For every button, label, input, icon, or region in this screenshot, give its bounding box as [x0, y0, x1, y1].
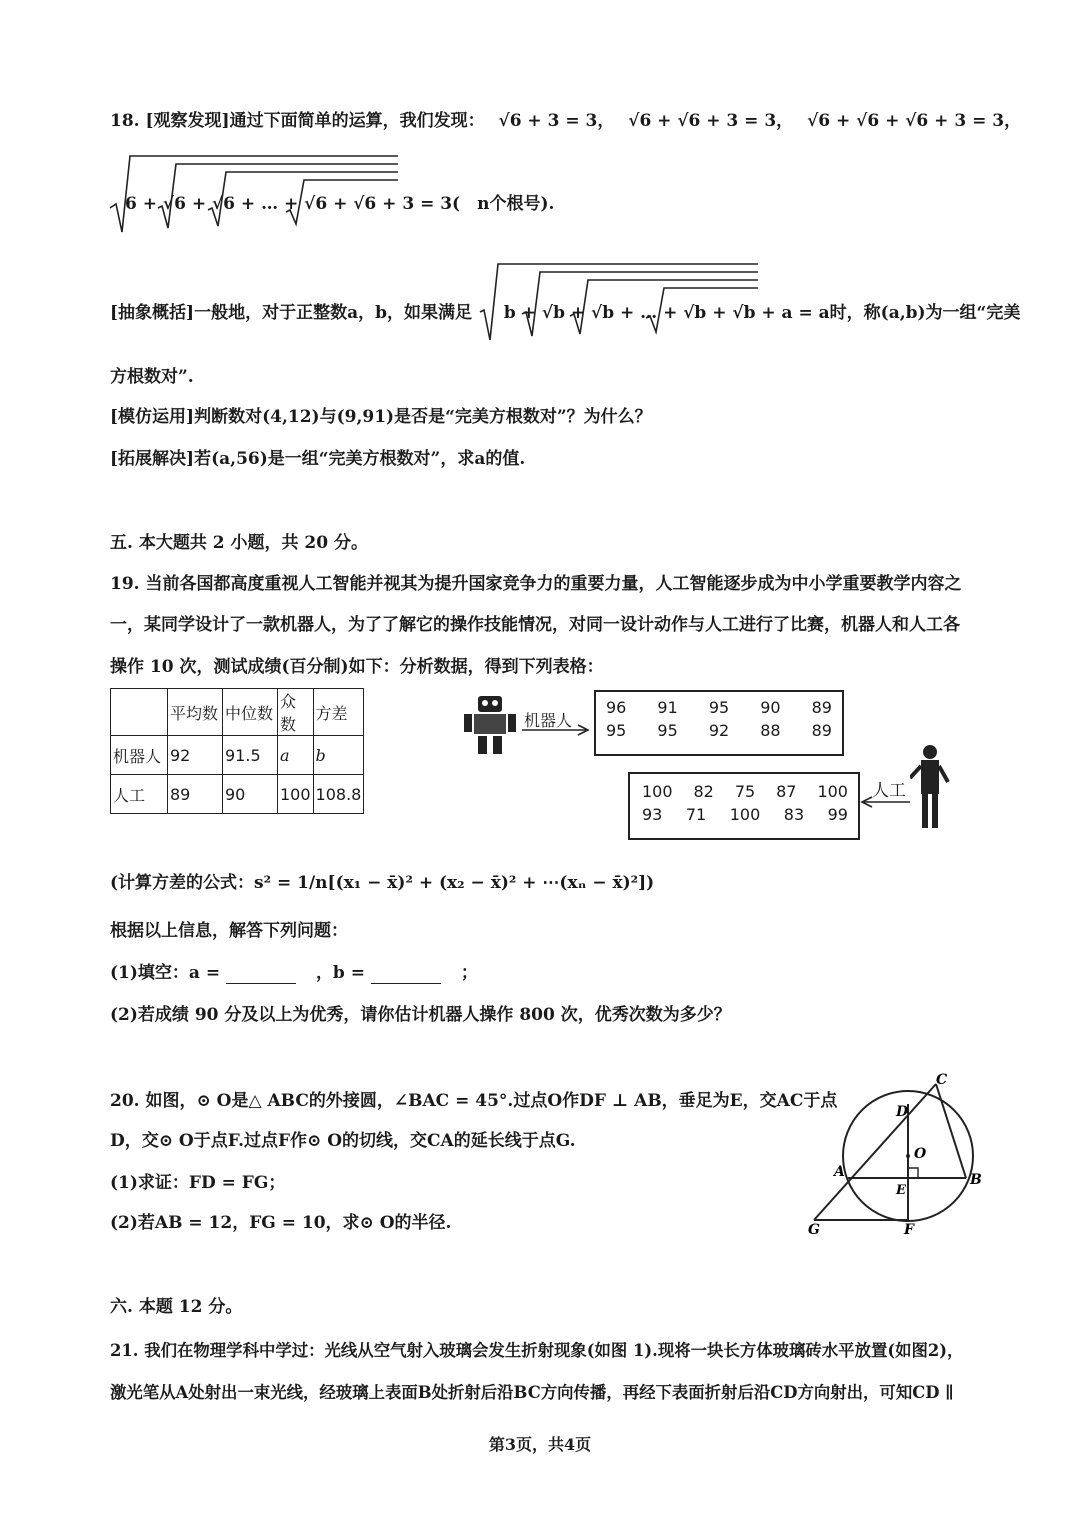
table-cell: 机器人 [111, 736, 168, 775]
human-scores-box [628, 772, 860, 840]
score: 83 [783, 805, 805, 824]
fill-end: ； [460, 963, 478, 983]
label-O: O [914, 1146, 927, 1162]
q20-p4: (2)若AB = 12，FG = 10，求⊙ O的半径. [110, 1213, 452, 1233]
q18-line1 [110, 110, 1021, 132]
table-cell: 中位数 [223, 689, 278, 736]
arrow-right-icon [522, 724, 594, 736]
score-row [606, 721, 832, 740]
table-cell: 92 [168, 736, 223, 775]
arrow-left-icon [860, 796, 912, 808]
q18-expr3: √6 + √6 + √6 + 3 = 3， [807, 111, 1022, 131]
label-E: E [896, 1183, 906, 1198]
score: 87 [776, 782, 797, 801]
q18-intro: 18. [观察发现]通过下面简单的运算，我们发现： [110, 111, 485, 131]
q21-p1: 21. 我们在物理学科中学过：光线从空气射入玻璃会发生折射现象(如图 1).现将一块长方体玻璃砖水平放置(如图2)， [110, 1341, 964, 1360]
score: 92 [708, 721, 730, 740]
label-A: A [834, 1164, 845, 1180]
label-D: D [896, 1104, 909, 1120]
score: 100 [729, 805, 761, 824]
fill-b-label: ，b = [315, 963, 365, 983]
q18-line3-pre: [抽象概括]一般地，对于正整数a，b，如果满足 [110, 303, 472, 323]
score: 99 [827, 805, 848, 824]
score: 82 [693, 782, 714, 801]
table-cell: 100 [278, 775, 314, 814]
table-cell: 人工 [111, 775, 168, 814]
answer-blank-a[interactable] [226, 965, 296, 984]
score: 91 [657, 698, 678, 717]
score: 95 [708, 698, 730, 717]
score: 96 [606, 698, 627, 717]
q19-p4: 根据以上信息，解答下列问题： [110, 921, 348, 941]
fill-a-label: (1)填空：a = [110, 963, 221, 983]
table-cell: 91.5 [223, 736, 278, 775]
score: 100 [817, 782, 848, 801]
circle-geometry-figure [800, 1070, 1000, 1240]
score: 88 [760, 721, 781, 740]
table-cell: 平均数 [168, 689, 223, 736]
label-F: F [904, 1222, 914, 1238]
q20-p3: (1)求证：FD = FG； [110, 1173, 286, 1193]
table-cell: 众数 [278, 689, 314, 736]
score: 95 [606, 721, 627, 740]
q19-p1: 19. 当前各国都高度重视人工智能并视其为提升国家竞争力的重要力量，人工智能逐步成为中小学重要教学内容之 [110, 574, 962, 594]
score: 89 [811, 721, 832, 740]
q19-p2: 一，某同学设计了一款机器人，为了了解它的操作技能情况，对同一设计动作与人工进行了比赛，机器人和人工各 [110, 615, 960, 635]
score: 75 [734, 782, 756, 801]
q18-expr1: √6 + 3 = 3， [498, 111, 615, 131]
table-cell: a [278, 736, 314, 775]
score-row [642, 782, 848, 801]
variance-formula: (计算方差的公式：s² = 1/n[(x₁ − x̄)² + (x₂ − x̄)² + ⋯(xₙ − x̄)²]) [110, 873, 655, 893]
q19-p6: (2)若成绩 90 分及以上为优秀，请你估计机器人操作 800 次，优秀次数为多少？ [110, 1005, 731, 1025]
answer-blank-b[interactable] [371, 965, 441, 984]
q18-line3-expr: b + √b + √b + … + √b + √b + a = a时，称(a,b)为一组“完美 [503, 303, 1021, 323]
table-cell: 108.8 [313, 775, 364, 814]
q20-p1: 20. 如图，⊙ O是△ ABC的外接圆，∠BAC = 45°.过点O作DF ⊥ AB，垂足为E，交AC于点 [110, 1091, 838, 1111]
score-row [606, 698, 832, 717]
q18-line3 [110, 302, 1020, 324]
table-cell: 90 [223, 775, 278, 814]
label-B: B [970, 1172, 982, 1188]
q20-p2: D，交⊙ O于点F.过点F作⊙ O的切线，交CA的延长线于点G. [110, 1131, 576, 1151]
label-C: C [936, 1072, 948, 1088]
q18-line5: [模仿运用]判断数对(4,12)与(9,91)是否是“完美方根数对”？为什么？ [110, 407, 652, 427]
q19-p5 [110, 962, 478, 984]
robot-scores-box [594, 690, 844, 756]
stats-table [110, 688, 364, 814]
q18-line2: 6 + √6 + √6 + … + √6 + √6 + 3 = 3( n个根号). [125, 194, 555, 214]
section-6-title: 六. 本题 12 分。 [110, 1297, 243, 1317]
robot-icon [462, 690, 518, 756]
table-row [111, 775, 364, 814]
table-row [111, 736, 364, 775]
robot-label: 机器人 [524, 711, 573, 730]
table-header-row [111, 689, 364, 736]
table-cell: b [313, 736, 364, 775]
table-cell: 方差 [313, 689, 364, 736]
section-5-title: 五. 本大题共 2 小题，共 20 分。 [110, 533, 368, 553]
human-label: 人工 [872, 781, 906, 801]
q19-p3: 操作 10 次，测试成绩(百分制)如下：分析数据，得到下列表格： [110, 657, 604, 677]
q18-line4: 方根数对”. [110, 367, 194, 387]
score: 95 [657, 721, 678, 740]
score-row [642, 805, 848, 824]
score: 89 [811, 698, 832, 717]
label-G: G [808, 1222, 820, 1238]
q21-p2: 激光笔从A处射出一束光线，经玻璃上表面B处折射后沿BC方向传播，再经下表面折射后沿CD方向射出，可知CD ∥ [110, 1383, 954, 1402]
q18-expr2: √6 + √6 + 3 = 3， [628, 111, 794, 131]
score: 90 [760, 698, 781, 717]
score: 100 [642, 782, 673, 801]
score: 71 [685, 805, 707, 824]
q18-line6: [拓展解决]若(a,56)是一组“完美方根数对”，求a的值. [110, 449, 526, 469]
score: 93 [642, 805, 663, 824]
table-cell: 89 [168, 775, 223, 814]
table-cell [111, 689, 168, 736]
person-icon [910, 744, 950, 830]
page-footer: 第3页，共4页 [488, 1435, 592, 1454]
